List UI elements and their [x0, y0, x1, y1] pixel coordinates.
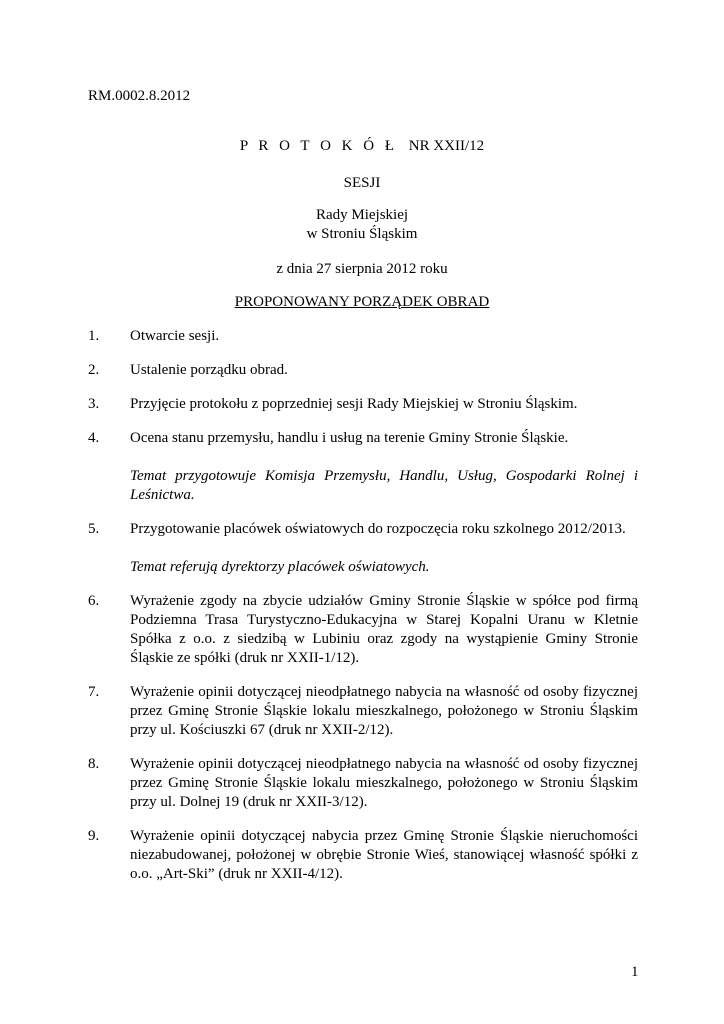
- agenda-item: [88, 755, 638, 812]
- agenda-item: [88, 827, 638, 884]
- item-note: Temat przygotowuje Komisja Przemysłu, Handlu, Usług, Gospodarki Rolnej i Leśnictwa.: [130, 468, 638, 503]
- item-number: 9.: [88, 828, 100, 844]
- page-number: 1: [631, 964, 639, 980]
- title-word: P R O T O K Ó Ł: [239, 138, 398, 154]
- item-note: Temat referują dyrektorzy placówek oświatowych.: [130, 559, 430, 575]
- council-line-1: Rady Miejskiej: [315, 207, 409, 223]
- item-number: 8.: [88, 756, 100, 772]
- agenda-list: [88, 327, 638, 899]
- item-text: Wyrażenie zgody na zbycie udziałów Gminy Stronie Śląskie w spółce pod firmą Podziemna Trasa Turystyczno-Edukacyjna w Starej Kopalni Uranu w Kletnie Spółka z o.o. z siedzibą w Lubiniu oraz zgody na wystąpienie Gminy Stronie Śląskie ze spółki (druk nr XXII-1/12).: [130, 593, 638, 666]
- item-text: Ocena stanu przemysłu, handlu i usług na terenie Gminy Stronie Śląskie.: [130, 430, 569, 446]
- agenda-item: [88, 520, 638, 577]
- item-text: Ustalenie porządku obrad.: [130, 362, 288, 378]
- item-text: Wyrażenie opinii dotyczącej nieodpłatnego nabycia na własność od osoby fizycznej przez Gminę Stronie Śląskie lokalu mieszkalnego, położonego w Stroniu Śląskim przy ul. Dolnej 19 (druk nr XXII-3/12).: [130, 756, 638, 810]
- protocol-title: [0, 137, 724, 156]
- item-number: 4.: [88, 430, 100, 446]
- agenda-item: [88, 429, 638, 505]
- item-text: Wyrażenie opinii dotyczącej nabycia przez Gminę Stronie Śląskie nieruchomości niezabudowanej, położonej w obrębie Stronie Wieś, stanowiącej własność spółki z o.o. „Art-Ski” (druk nr XXII-4/12).: [130, 828, 638, 882]
- item-text: Otwarcie sesji.: [130, 328, 220, 344]
- item-text: Przyjęcie protokołu z poprzedniej sesji Rady Miejskiej w Stroniu Śląskim.: [130, 396, 578, 412]
- reference-number: RM.0002.8.2012: [88, 88, 191, 104]
- session-date: z dnia 27 sierpnia 2012 roku: [276, 261, 448, 277]
- item-number: 5.: [88, 521, 100, 537]
- agenda-heading: PROPONOWANY PORZĄDEK OBRAD: [234, 294, 490, 310]
- agenda-item: [88, 361, 638, 380]
- item-text: Wyrażenie opinii dotyczącej nieodpłatnego nabycia na własność od osoby fizycznej przez Gminę Stronie Śląskie lokalu mieszkalnego, położonego w Stroniu Śląskim przy ul. Kościuszki 67 (druk nr XXII-2/12).: [130, 684, 638, 738]
- council-name: [0, 206, 724, 244]
- item-number: 7.: [88, 684, 100, 700]
- agenda-item: [88, 327, 638, 346]
- agenda-item: [88, 683, 638, 740]
- item-number: 2.: [88, 362, 100, 378]
- agenda-item: [88, 592, 638, 668]
- item-number: 6.: [88, 593, 100, 609]
- agenda-item: [88, 395, 638, 414]
- session-label: SESJI: [343, 175, 381, 191]
- item-number: 1.: [88, 328, 100, 344]
- item-number: 3.: [88, 396, 100, 412]
- item-text: Przygotowanie placówek oświatowych do rozpoczęcia roku szkolnego 2012/2013.: [130, 521, 626, 537]
- title-number: NR XXII/12: [408, 138, 485, 154]
- council-line-2: w Stroniu Śląskim: [306, 226, 418, 242]
